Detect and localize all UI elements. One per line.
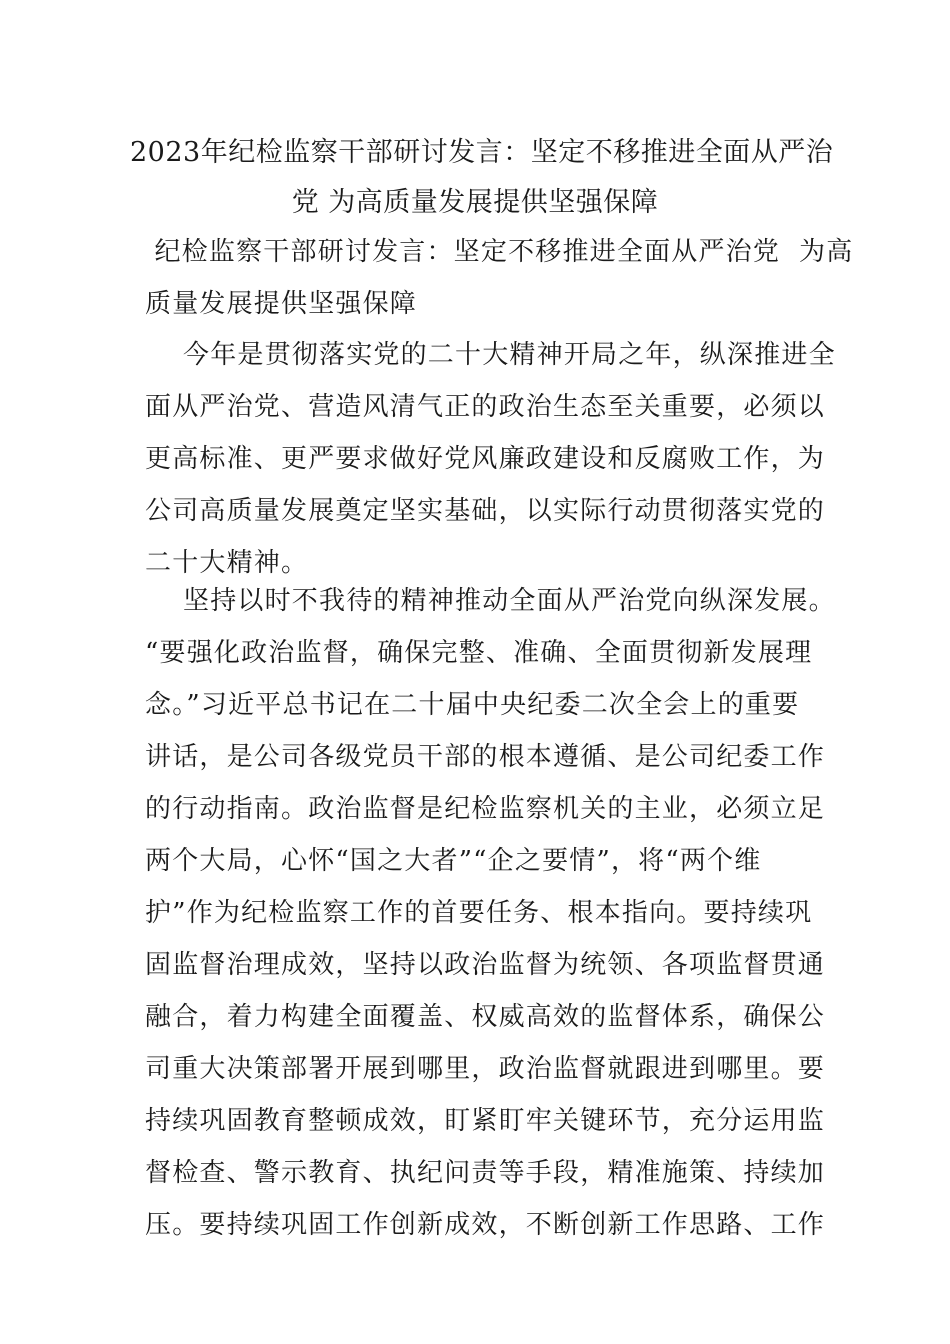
paragraph-line: 今年是贯彻落实党的二十大精神开局之年，纵深推进全 bbox=[183, 340, 836, 370]
paragraph-2 bbox=[145, 575, 836, 1251]
paragraph-line: 坚持以时不我待的精神推动全面从严治党向纵深发展。 bbox=[183, 586, 836, 616]
paragraph-line: 两个大局，心怀“国之大者”“企之要情”，将“两个维 bbox=[145, 846, 762, 876]
paragraph-line: 护”作为纪检监察工作的首要任务、根本指向。要持续巩 bbox=[145, 898, 813, 928]
paragraph-line: 融合，着力构建全面覆盖、权威高效的监督体系，确保公 bbox=[145, 1002, 826, 1032]
document-title-line-2: 党 为高质量发展提供坚强保障 bbox=[291, 187, 659, 218]
document-title-line-1: 2023年纪检监察干部研讨发言：坚定不移推进全面从严治 bbox=[130, 137, 834, 168]
paragraph-line: 持续巩固教育整顿成效，盯紧盯牢关键环节，充分运用监 bbox=[145, 1106, 826, 1136]
subtitle-line: 质量发展提供坚强保障 bbox=[145, 289, 418, 319]
paragraph-line: 公司高质量发展奠定坚实基础，以实际行动贯彻落实党的 bbox=[145, 496, 826, 526]
paragraph-line: 司重大决策部署开展到哪里，政治监督就跟进到哪里。要 bbox=[145, 1054, 826, 1084]
paragraph-line: 二十大精神。 bbox=[145, 548, 309, 578]
paragraph-line: 更高标准、更严要求做好党风廉政建设和反腐败工作，为 bbox=[145, 444, 826, 474]
paragraph-line: 的行动指南。政治监督是纪检监察机关的主业，必须立足 bbox=[145, 794, 826, 824]
document-subtitle bbox=[145, 226, 854, 330]
paragraph-line: 讲话，是公司各级党员干部的根本遵循、是公司纪委工作 bbox=[145, 742, 826, 772]
paragraph-1 bbox=[145, 329, 836, 589]
paragraph-line: “要强化政治监督，确保完整、准确、全面贯彻新发展理 bbox=[145, 638, 813, 668]
paragraph-line: 念。”习近平总书记在二十届中央纪委二次全会上的重要 bbox=[145, 690, 800, 720]
subtitle-line: 纪检监察干部研讨发言：坚定不移推进全面从严治党 为高 bbox=[145, 237, 854, 267]
paragraph-line: 督检查、警示教育、执纪问责等手段，精准施策、持续加 bbox=[145, 1158, 826, 1188]
paragraph-line: 压。要持续巩固工作创新成效，不断创新工作思路、工作 bbox=[145, 1210, 826, 1240]
paragraph-line: 面从严治党、营造风清气正的政治生态至关重要，必须以 bbox=[145, 392, 826, 422]
paragraph-line: 固监督治理成效，坚持以政治监督为统领、各项监督贯通 bbox=[145, 950, 826, 980]
